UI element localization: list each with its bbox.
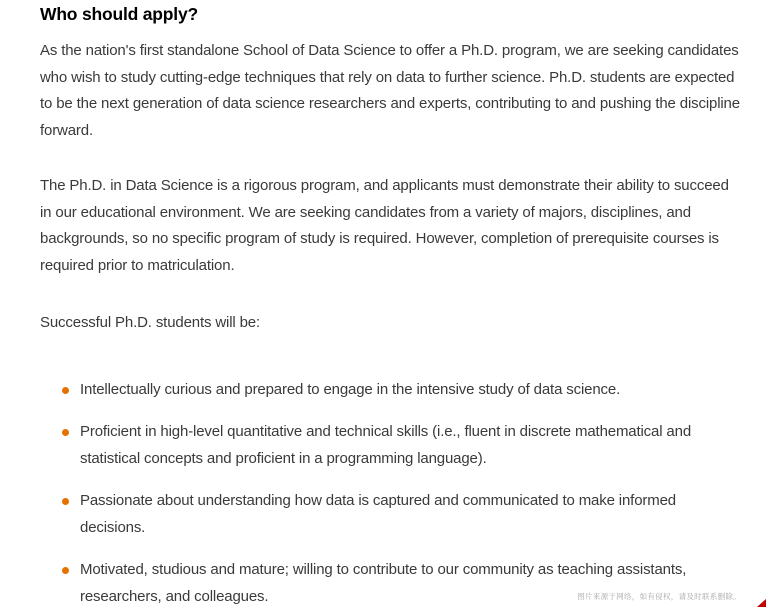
bullet-dot-icon (62, 567, 69, 574)
list-item-text: Passionate about understanding how data is captured and communicated to make informed decisions. (80, 492, 676, 536)
bullet-dot-icon (62, 429, 69, 436)
bullet-dot-icon (62, 498, 69, 505)
list-item (40, 419, 742, 472)
bullet-dot-icon (62, 387, 69, 394)
list-item-text: Proficient in high-level quantitative and technical skills (i.e., fluent in discrete mathematical and statistical concepts and proficient in a programming language). (80, 423, 692, 467)
article-content (40, 3, 742, 608)
program-rigor-paragraph: The Ph.D. in Data Science is a rigorous program, and applicants must demonstrate their ability to succeed in our educational environment. We are seeking candidates from a variety of majors, disciplines, and backgrounds, so no specific program of study is required. However, completion of prerequisite courses is required prior to matriculation. (40, 177, 729, 274)
list-item-text: Motivated, studious and mature; willing to contribute to our community as teaching assistants, researchers, and colleagues. (80, 561, 687, 605)
page-title: Who should apply? (40, 4, 198, 24)
list-leadin-paragraph: Successful Ph.D. students will be: (40, 314, 261, 331)
watermark-text: 图片来源于网络，如有侵权，请及时联系删除。 (577, 592, 741, 601)
student-qualities-list (40, 377, 742, 608)
list-item-text: Intellectually curious and prepared to engage in the intensive study of data science. (80, 380, 621, 398)
list-item (40, 377, 742, 404)
intro-paragraph: As the nation's first standalone School of Data Science to offer a Ph.D. program, we are seeking candidates who wish to study cutting-edge techniques that rely on data to further science. Ph.D. students are expected to be the next generation of data science researchers and experts, contributing to and pushing the discipline forward. (40, 42, 740, 139)
list-item (40, 488, 742, 541)
red-corner-mark (757, 599, 766, 607)
